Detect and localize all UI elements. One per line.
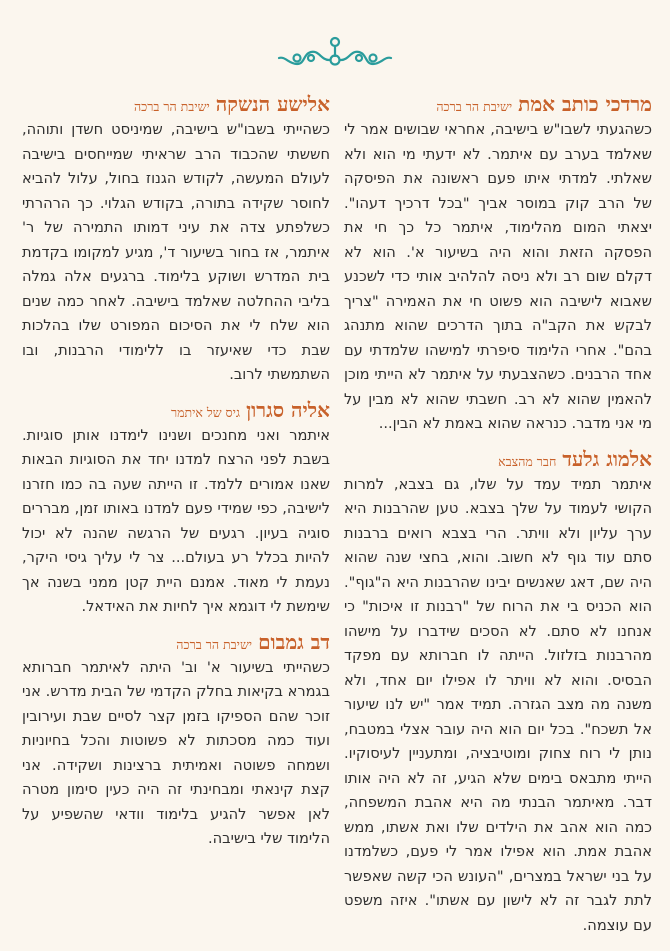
testimonial-text: איתמר תמיד עמד על שלו, גם בצבא, למרות הקושי לעמוד על שלך בצבא. טען שהרבנות היא ערך עליון ולא וויתר. הרי בצבא רואים ברבנות סתם עוד גוף לא חשוב. והוא, בחצי שנה שהוא היה שם, דאג שאנשים יבינו שהרבנות היא ה"גוף". הוא הכניס בי את הרוח של "רבנות זו איכות" כי אנחנו לא סתם. לא הסכים שידברו על מישהו מהרבנות בזלזול. הייתה לו חברותא עם מפקד הבסיס. והוא לא וויתר לו אפילו יום אחד, ולא משנה מה מצב הגזרה. תמיד אמר "יש לנו שיעור אל תשכח". בכל יום הוא היה עובר אצלי במטבח, נותן לי רוח צחוק ומוטיבציה, ומתעניין לעיסוקיו. הייתי מתבאס בימים שלא הגיע, זה לא היה אותו דבר. מאיתמר הבנתי מה היא אהבת המשפחה, כמה הוא אהב את הילדים שלו ואת אשתו, ממש אהבת אמת. הוא אפילו אמר לי פעם, כשלמדנו על בני ישראל במצרים, "העונש הכי קשה שאפשר לתת לגבר זה לא לישון עם אשתו". איזה משפט עם עוצמה. [344, 475, 652, 934]
author-name: אלמוג גלעד [562, 446, 652, 471]
testimonial-almog [344, 447, 652, 939]
testimonial-mordechai [344, 92, 652, 437]
author-role: גיס של איתמר [170, 404, 241, 420]
testimonial-text: כשהגעתי לשבו"ש בישיבה, אחראי שבושים אמר לי שאלמד בערב עם איתמר. לא ידעתי מי הוא ולא שאלתי. למדתי איתו פעם ראשונה את הפיסקה של הרב קוק במוסר אביך "בכל דרכיך דעהו". יצאתי המום מהלימוד, איתמר כל כך חי את הפסקה הזאת והוא היה בשיעור א'. הוא לא דקלם שום רב ולא ניסה להלהיב אותי כדי לשכנע שאבוא לישיבה הוא פשוט חי את האמירה "צריך לבקש את הקב"ה בתוך הדרכים שהוא מתנהג בהם". אחרי הלימוד סיפרתי למישהו שלמדתי עם אחד הרבנים. כשהצבעתי על איתמר לא הייתי מוכן להאמין שהוא לא רב. חשבתי שהוא לא מבין על מי אני מדבר. כנראה שהוא באמת לא הבין... [344, 121, 652, 432]
author-role: חבר מהצבא [498, 453, 557, 469]
testimonial-elisha [22, 92, 330, 388]
left-column [22, 92, 330, 862]
testimonial-text: כשהייתי בשבו"ש בישיבה, שמיניסט חשדן ותוהה, חששתי שהכבוד הרב שראיתי שמייחסים בישיבה לעולם המעשה, לקודש הגנוז בחול, עלול להביא לחוסר שקידה בתורה, בקודש הגלוי. כך הרהרתי כשלפתע צדה את עיני דמותו התמירה של ר' איתמר, אז בחור בשיעור ד', מגיע למקומו בקדמת בית המדרש ושוקע בלימוד. ברגעים אלה גמלה בליבי ההחלטה שאלמד בישיבה. לאחר כמה שנים הוא שלח לי את הסיכום המפורט שלו בהלכות שבת כדי שאיעזר בו ללימודי הרבנות, ובו השתמשתי לרוב. [22, 121, 330, 383]
decorative-swirl-ornament-icon [275, 34, 395, 68]
author-name: אליה סגרון [246, 397, 330, 422]
author-name: דב גמבום [258, 629, 330, 654]
author-role: ישיבת הר ברכה [133, 99, 210, 114]
testimonial-dov [22, 630, 330, 852]
author-name: מרדכי כותב אמת [518, 92, 652, 116]
author-role: ישיבת הר ברכה [176, 636, 253, 652]
author-role: ישיבת הר ברכה [436, 99, 513, 114]
author-name: אלישע הנשקה [215, 92, 330, 116]
testimonial-eliya [22, 398, 330, 620]
testimonial-text: איתמר ואני מחנכים ושנינו לימדנו אותן סוגיות. בשבת לפני הרצח למדנו יחד את הסוגיות הבאות שאנו אמורים ללמד. זו הייתה שעה בה כמו חזרנו לישיבה, כפי שמידי פעם למדנו באותו זמן, מבררים סוגיה בעיון. רגעים של הרגשה שהנה לא יכול להיות בכלל רע בעולם... צר לי עליך גיסי היקר, נעמת לי מאוד. אמנם היית קטן ממני בשנה אך שימשת לי דוגמא איך לחיות את האידאל. [22, 426, 330, 615]
testimonial-text: כשהייתי בשיעור א' וב' היתה לאיתמר חברותא בגמרא בקיאות בחלק הקדמי של הבית מדרש. אני זוכר שהם הספיקו בזמן קצר לסיים שבת ועירובין ועוד כמה מסכתות לא פשוטות והכל בחיוניות ושמחה פשוטה ואמיתית ברצינות ושקידה. אני קצת קינאתי ומבחינתי זה היה כעין סימון מטרה לאן אפשר להגיע בלימוד וודאי שהשפיע על הלימוד שלי בישיבה. [22, 658, 330, 847]
right-column [344, 92, 652, 948]
